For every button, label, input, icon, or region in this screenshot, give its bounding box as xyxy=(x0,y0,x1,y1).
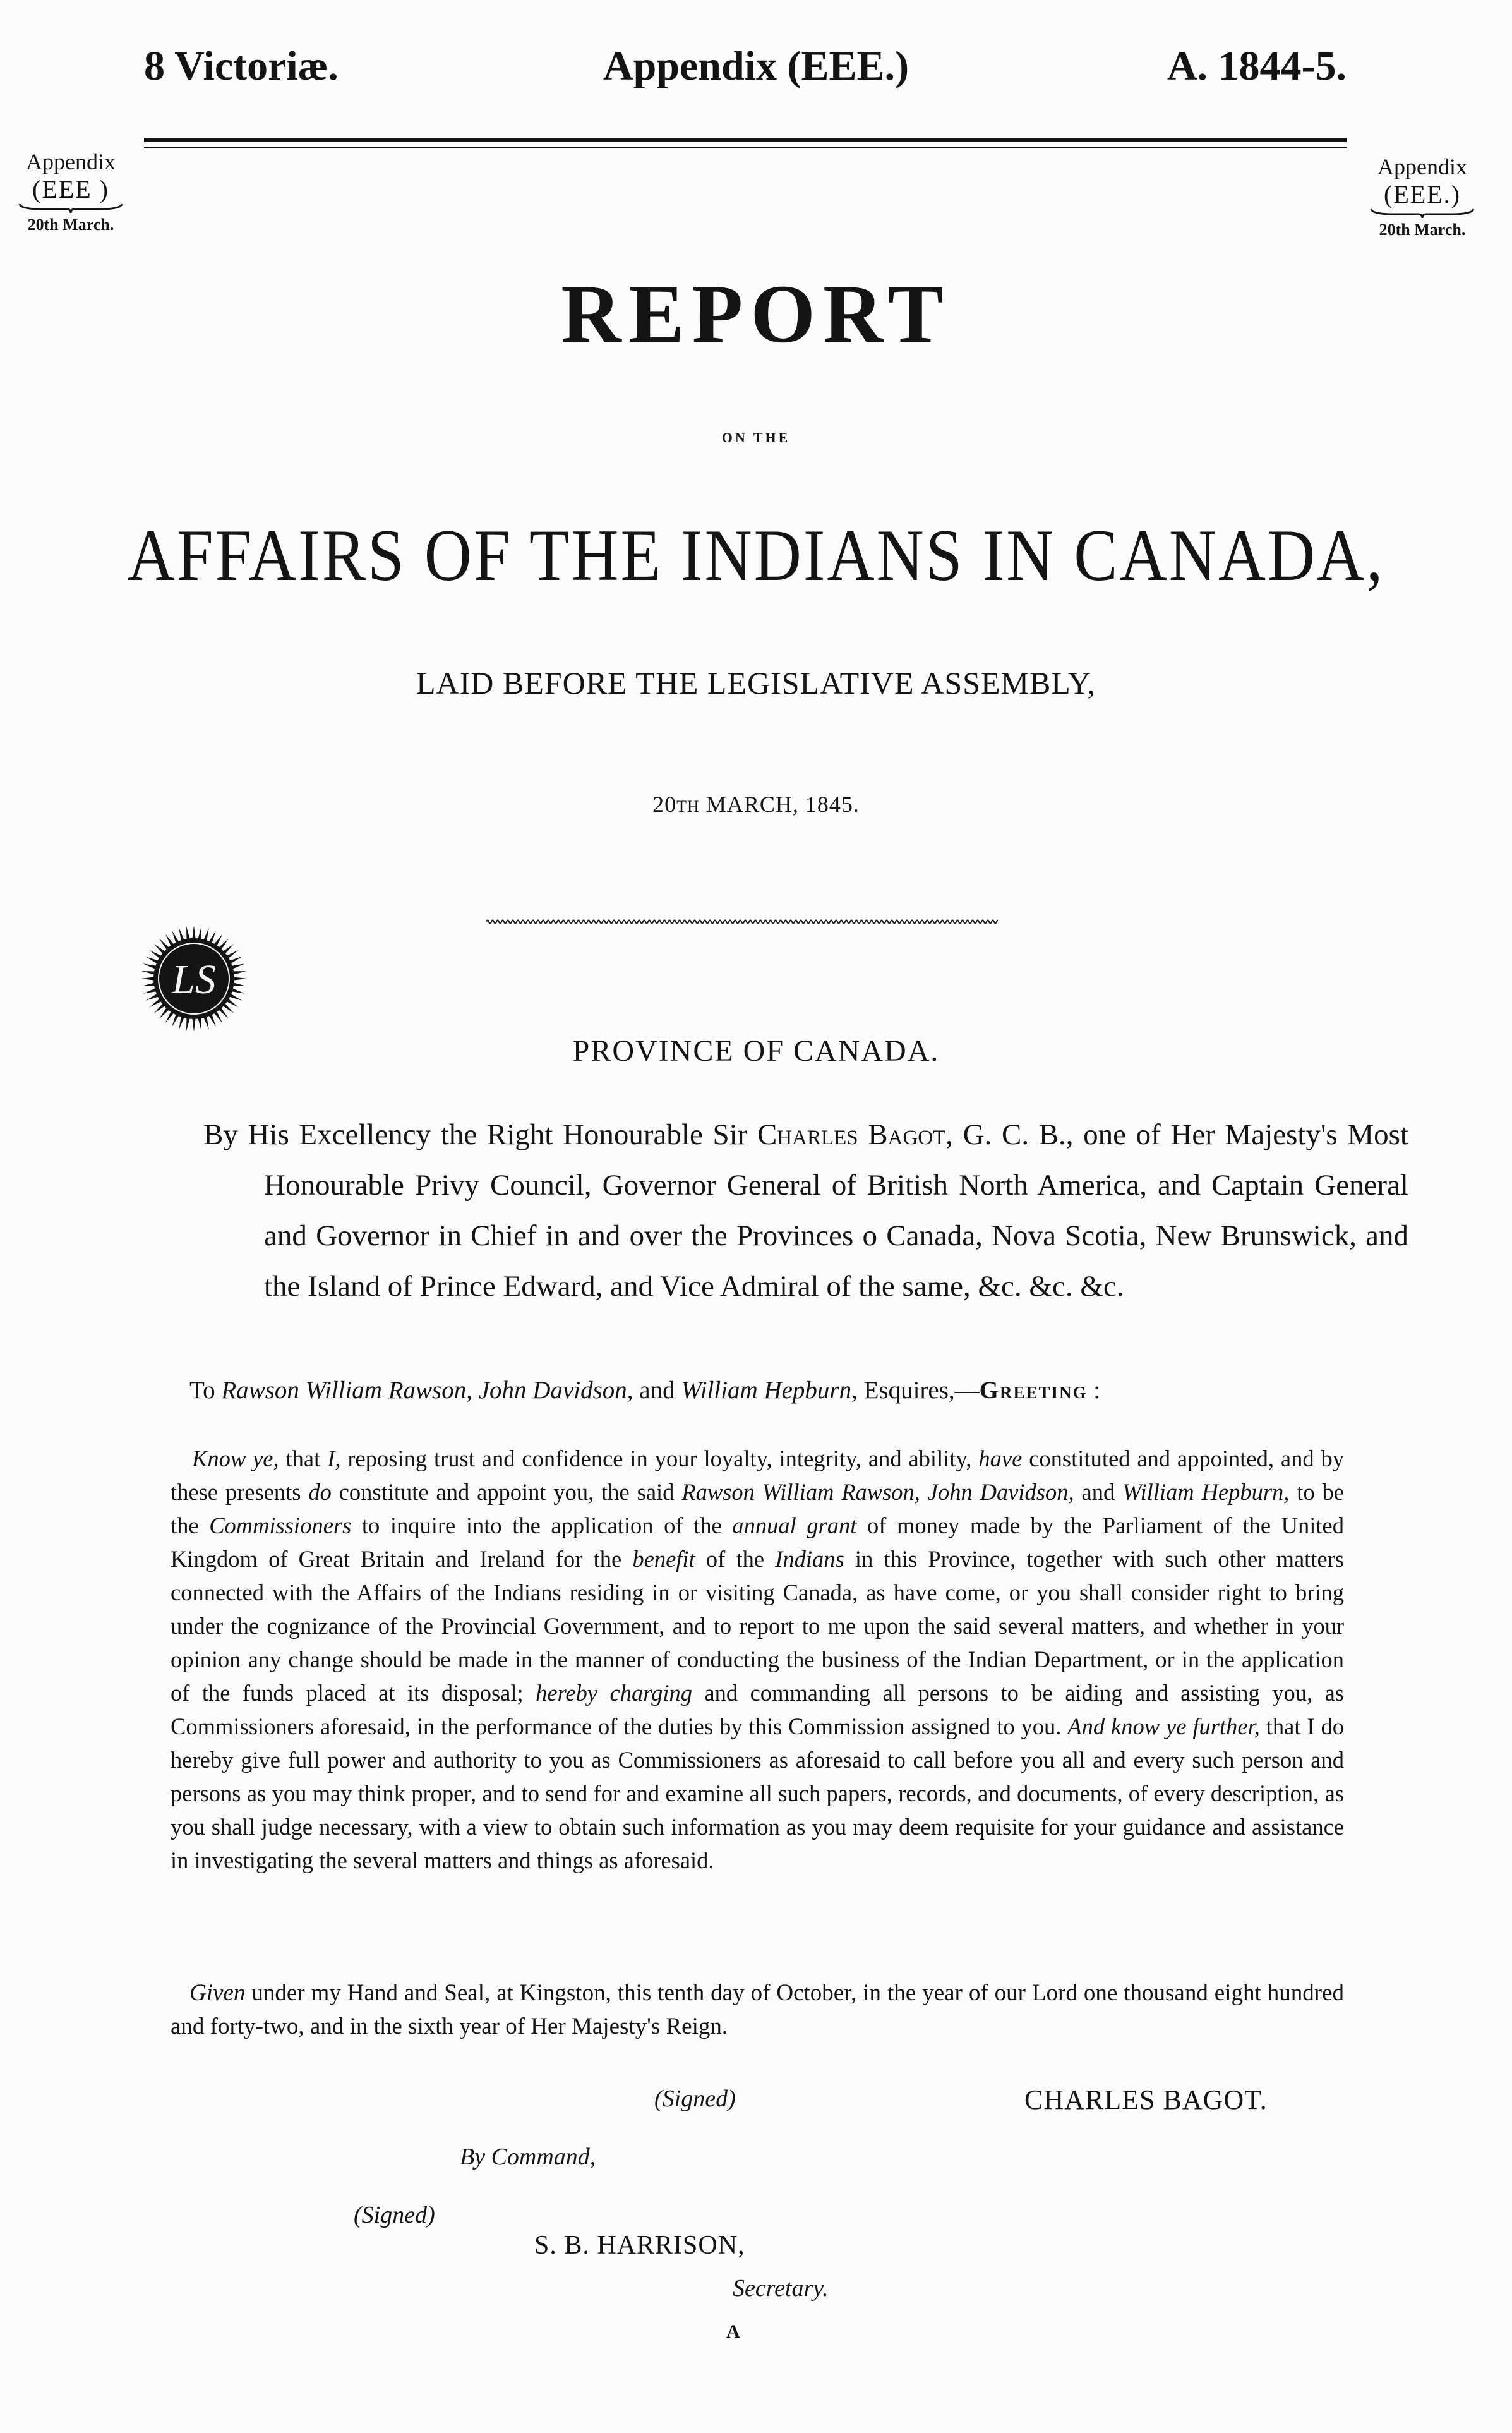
body-phrase: And know ye further, xyxy=(1067,1713,1260,1739)
proclamation-titles: , G. C. B., one of Her Majesty's Most Honourable Privy Council, Governor General of British North America, and Captain General and Governor in Chief in and over the Provinces o Canada, Nova Scotia, New Brunswick, and the Island of Prince Edward, and Vice Admiral of the same, &c. &c. &c. xyxy=(264,1118,1408,1303)
secretary-title: Secretary. xyxy=(733,2275,829,2302)
commission-body xyxy=(171,1442,1344,1877)
header-center-appendix: Appendix (EEE.) xyxy=(603,43,909,89)
seal-icon xyxy=(140,925,248,1032)
header-right-session: A. 1844-5. xyxy=(1167,43,1347,89)
body-phrase: annual grant xyxy=(732,1512,857,1538)
brace-icon xyxy=(17,203,124,214)
body-phrase: that xyxy=(279,1446,328,1471)
given-text: under my Hand and Seal, at Kingston, this tenth day of October, in the year of our Lord one thousand eight hundred and forty-two, and in the sixth year of Her Majesty's Reign. xyxy=(171,1980,1344,2039)
body-phrase: benefit xyxy=(632,1546,695,1572)
sheet-signature: A xyxy=(726,2321,740,2342)
proclamation-paragraph xyxy=(203,1109,1408,1312)
margin-note-right-appendix: (EEE.) xyxy=(1384,180,1461,209)
date-rest: MARCH, 1845. xyxy=(699,792,860,817)
commissioner-name: William Hepburn, xyxy=(681,1377,858,1404)
seal-monogram: LS xyxy=(172,957,216,1003)
margin-note-right-label: Appendix xyxy=(1377,154,1467,179)
brace-icon xyxy=(1369,208,1476,219)
margin-note-left-date: 20th March. xyxy=(27,215,114,234)
margin-note-left xyxy=(14,149,128,234)
body-phrase: of the xyxy=(695,1546,776,1572)
address-separator xyxy=(472,1377,479,1404)
by-command-label: By Command, xyxy=(460,2144,596,2170)
body-phrase: in this Province, together with such other matters connected with the Affairs of the Indians residing in or visiting Canada, as have come, or you shall consider right to bring under the cognizance of the Provincial Government, and to report to me upon the said several matters, and whether in your opinion any change should be made in the manner of conducting the business of the Indian Department, or in the application of the funds placed at its disposal; xyxy=(171,1546,1345,1706)
header-rule-thin xyxy=(144,147,1347,148)
body-phrase: have xyxy=(978,1446,1023,1471)
body-phrase: to inquire into the application of the xyxy=(351,1512,733,1538)
commissioner-name: Rawson William Rawson, xyxy=(221,1377,472,1404)
given-paragraph xyxy=(171,1976,1344,2043)
body-phrase: hereby charging xyxy=(536,1680,692,1706)
body-phrase: constitute and appoint you, the said xyxy=(331,1479,682,1505)
report-date xyxy=(0,791,1512,818)
margin-note-right-date: 20th March. xyxy=(1379,220,1466,239)
signed-label: (Signed) xyxy=(354,2202,435,2228)
date-day: 20 xyxy=(652,792,677,817)
secretary-signature: S. B. HARRISON, xyxy=(534,2231,745,2260)
address-title: Esquires,— xyxy=(857,1377,980,1404)
address-to: To xyxy=(189,1377,222,1404)
body-phrase: do xyxy=(308,1479,332,1505)
margin-note-left-label: Appendix xyxy=(26,149,116,174)
body-phrase: and commanding all persons to be aiding and assisting you, as Commissioners aforesaid, in the performance of the duties by this Commission assigned to you. xyxy=(171,1680,1344,1739)
greeting: Greeting xyxy=(979,1377,1088,1404)
body-phrase: reposing trust and confidence in your loyalty, integrity, and ability, xyxy=(340,1446,979,1471)
signed-label: (Signed) xyxy=(654,2086,736,2112)
given-word: Given xyxy=(189,1980,246,2006)
body-phrase: Commissioners xyxy=(209,1512,352,1538)
laid-before-line: LAID BEFORE THE LEGISLATIVE ASSEMBLY, xyxy=(416,665,1096,701)
address-separator: and xyxy=(633,1377,681,1404)
body-phrase: that I do hereby give full power and authority to you as Commissioners as aforesaid to call before you all and every such person and persons as you may think proper, and to send for and examine all such papers, records, and documents, of every description, as you shall judge necessary, with a view to obtain such information as you may deem requisite for your guidance and assistance in investigating the several matters and things as aforesaid. xyxy=(171,1713,1344,1873)
margin-note-left-appendix: (EEE ) xyxy=(32,175,109,204)
body-phrase: to be the xyxy=(171,1479,1345,1538)
body-phrase: William Hepburn, xyxy=(1122,1479,1290,1505)
address-line xyxy=(189,1375,1348,1406)
province-heading: PROVINCE OF CANADA. xyxy=(572,1034,940,1068)
commissioner-name: John Davidson, xyxy=(478,1377,633,1404)
wavy-divider xyxy=(486,917,998,926)
header-rule-thick xyxy=(144,138,1347,142)
body-phrase: constituted and appointed, and by these presents xyxy=(171,1446,1344,1505)
body-phrase: I, xyxy=(327,1446,341,1471)
address-end: : xyxy=(1087,1377,1101,1404)
proclamation-opening: By His Excellency the Right Honourable Sir xyxy=(203,1118,757,1151)
governor-signature: CHARLES BAGOT. xyxy=(1024,2084,1268,2115)
title-connector: ON THE xyxy=(721,430,791,445)
body-phrase: and xyxy=(1074,1479,1123,1505)
report-subject: AFFAIRS OF THE INDIANS IN CANADA, xyxy=(127,515,1385,596)
report-title: REPORT xyxy=(561,267,951,360)
header-left-regnal-year: 8 Victoriæ. xyxy=(144,43,339,89)
body-phrase: of money made by the Parliament of the United Kingdom of Great Britain and Ireland for the xyxy=(171,1512,1344,1572)
date-suffix: TH xyxy=(676,797,700,816)
body-phrase: Know ye, xyxy=(192,1446,279,1471)
body-phrase: Indians xyxy=(775,1546,844,1572)
margin-note-right xyxy=(1365,154,1479,239)
governor-name: Charles Bagot xyxy=(757,1118,946,1151)
body-phrase: Rawson William Rawson, John Davidson, xyxy=(681,1479,1074,1505)
